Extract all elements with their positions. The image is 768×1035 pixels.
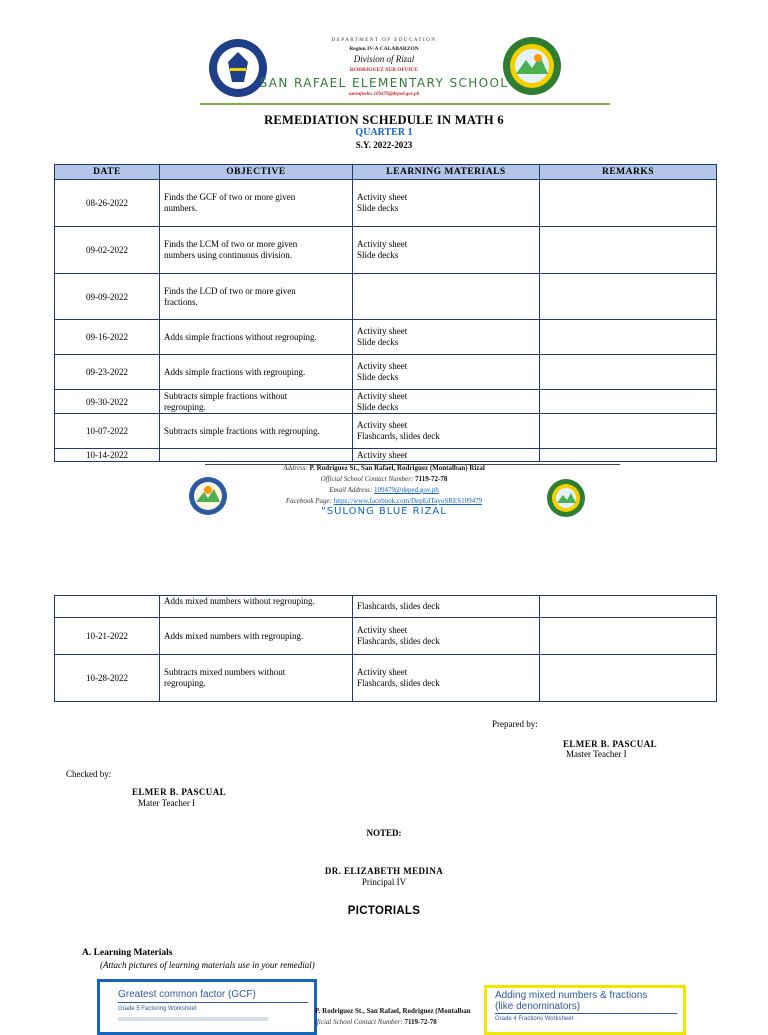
- row-objective: Adds simple fractions without regrouping.: [160, 320, 353, 355]
- table-row: [55, 320, 717, 355]
- row-materials: Activity sheet Slide decks: [353, 355, 540, 390]
- row-objective: Finds the LCM of two or more given numbers using continuous division.: [160, 227, 353, 274]
- row-objective: Adds mixed numbers with regrouping.: [160, 618, 353, 655]
- row-date: 09-02-2022: [55, 227, 160, 274]
- gcf-worksheet-image: [97, 979, 317, 1035]
- col-objective: OBJECTIVE: [160, 165, 353, 180]
- row-objective: Adds simple fractions with regrouping.: [160, 355, 353, 390]
- row-remarks: [540, 274, 717, 320]
- col-materials: LEARNING MATERIALS: [353, 165, 540, 180]
- prepared-label: Prepared by:: [492, 719, 538, 729]
- noted-name: DR. ELIZABETH MEDINA: [324, 866, 444, 876]
- table-row: [55, 227, 717, 274]
- row-materials: [353, 274, 540, 320]
- row-remarks: [540, 390, 717, 414]
- table-row: [55, 655, 717, 702]
- row-remarks: [540, 320, 717, 355]
- department-text: DEPARTMENT OF EDUCATION: [331, 38, 437, 43]
- row-materials: Activity sheet Slide decks: [353, 390, 540, 414]
- row-materials: Activity sheet Flashcards, slides deck: [353, 414, 540, 449]
- row-objective: Subtracts simple fractions without regrouping.: [160, 390, 353, 414]
- table-row: [55, 390, 717, 414]
- checked-role: Mater Teacher I: [138, 798, 196, 808]
- header-rule: [200, 103, 610, 105]
- row-remarks: [540, 655, 717, 702]
- thumb1-rule: [118, 1002, 308, 1003]
- footer-address: Address: P. Rodriguez St., San Rafael, Rodriguez (Montalban) Rizal: [283, 464, 485, 472]
- thumb2-title-2: (like denominators): [495, 1001, 581, 1012]
- row-objective: Adds mixed numbers without regrouping.: [160, 596, 353, 618]
- row-remarks: [540, 596, 717, 618]
- noted-label: NOTED:: [366, 828, 402, 838]
- row-remarks: [540, 618, 717, 655]
- row-date: 10-28-2022: [55, 655, 160, 702]
- row-objective: Subtracts simple fractions with regrouping.: [160, 414, 353, 449]
- table-row: [55, 414, 717, 449]
- row-materials: Activity sheet: [353, 449, 540, 462]
- office-text: RODRIGUEZ SUB OFFICE: [349, 67, 419, 73]
- table-header-row: [55, 165, 717, 180]
- row-date: 09-23-2022: [55, 355, 160, 390]
- row-objective: Finds the LCD of two or more given fractions.: [160, 274, 353, 320]
- thumb1-sub: Grade 5 Factoring Worksheet: [118, 1006, 197, 1012]
- thumb1-title: Greatest common factor (GCF): [118, 989, 256, 1000]
- row-date: 10-14-2022: [55, 449, 160, 462]
- row-objective: Subtracts mixed numbers without regrouping.: [160, 655, 353, 702]
- mixed-numbers-worksheet-image: [484, 985, 686, 1035]
- motto: "SULONG BLUE RIZAL: [321, 506, 447, 517]
- row-remarks: [540, 449, 717, 462]
- thumb2-rule: [495, 1013, 677, 1014]
- table-row: [55, 618, 717, 655]
- row-materials: Activity sheet Slide decks: [353, 320, 540, 355]
- division-text: Division of Rizal: [353, 54, 415, 64]
- checked-name: ELMER B. PASCUAL: [132, 787, 226, 797]
- row-materials: Activity sheet Flashcards, slides deck: [353, 618, 540, 655]
- row-remarks: [540, 414, 717, 449]
- row-date: 09-09-2022: [55, 274, 160, 320]
- thumb2-title: Adding mixed numbers & fractions: [495, 990, 648, 1001]
- row-date: [55, 596, 160, 618]
- overlay-contact: fficial School Contact Number: 7119-72-78: [315, 1018, 437, 1026]
- prepared-name: ELMER B. PASCUAL: [563, 739, 657, 749]
- table-row: [55, 274, 717, 320]
- learning-materials-note: (Attach pictures of learning materials use in your remedial): [100, 960, 315, 970]
- quarter-label: QUARTER 1: [355, 127, 413, 138]
- col-remarks: REMARKS: [540, 165, 717, 180]
- row-date: 10-07-2022: [55, 414, 160, 449]
- schedule-table-continued: [54, 595, 717, 702]
- thumb1-text-line: [118, 1017, 268, 1021]
- row-remarks: [540, 227, 717, 274]
- row-materials: Activity sheet Slide decks: [353, 180, 540, 227]
- school-email: sanrafaeles.109479@deped.gov.ph: [348, 92, 420, 97]
- row-objective: Finds the GCF of two or more given numbers.: [160, 180, 353, 227]
- table-row: [55, 449, 717, 462]
- document-title: REMEDIATION SCHEDULE IN MATH 6: [264, 113, 504, 127]
- row-date: 09-30-2022: [55, 390, 160, 414]
- overlay-address: P. Rodriguez St., San Rafael, Rodriguez (Montalban: [315, 1007, 471, 1015]
- footer-email: Email Address: 109479@deped.gov.ph: [329, 486, 439, 494]
- learning-materials-heading: A. Learning Materials: [82, 948, 173, 958]
- row-materials: Activity sheet Flashcards, slides deck: [353, 655, 540, 702]
- table-row: [55, 596, 717, 618]
- row-date: 09-16-2022: [55, 320, 160, 355]
- email-link[interactable]: 109479@deped.gov.ph: [374, 486, 439, 494]
- footer-facebook: Facebook Page: https://www.facebook.com/DepEdTayoSRES109479: [285, 497, 483, 505]
- row-remarks: [540, 180, 717, 227]
- row-objective: [160, 449, 353, 462]
- school-year: S.Y. 2022-2023: [355, 140, 413, 150]
- noted-role: Principal IV: [361, 877, 407, 887]
- row-materials: Activity sheet Slide decks: [353, 227, 540, 274]
- checked-label: Checked by:: [66, 769, 112, 779]
- row-date: 10-21-2022: [55, 618, 160, 655]
- col-date: DATE: [55, 165, 160, 180]
- prepared-role: Master Teacher I: [566, 749, 627, 759]
- table-row: [55, 180, 717, 227]
- row-materials: Flashcards, slides deck: [353, 596, 540, 618]
- row-date: 08-26-2022: [55, 180, 160, 227]
- thumb2-sub: Grade 4 Fractions Worksheet: [495, 1016, 574, 1022]
- region-text: Region IV-A CALABARZON: [349, 46, 419, 52]
- pictorials-title: PICTORIALS: [347, 905, 421, 917]
- facebook-link[interactable]: https://www.facebook.com/DepEdTayoSRES109479: [333, 497, 483, 505]
- school-name: SAN RAFAEL ELEMENTARY SCHOOL: [259, 76, 509, 90]
- row-remarks: [540, 355, 717, 390]
- schedule-table: [54, 164, 717, 462]
- table-row: [55, 355, 717, 390]
- footer-contact: Official School Contact Number: 7119-72-78: [320, 475, 448, 483]
